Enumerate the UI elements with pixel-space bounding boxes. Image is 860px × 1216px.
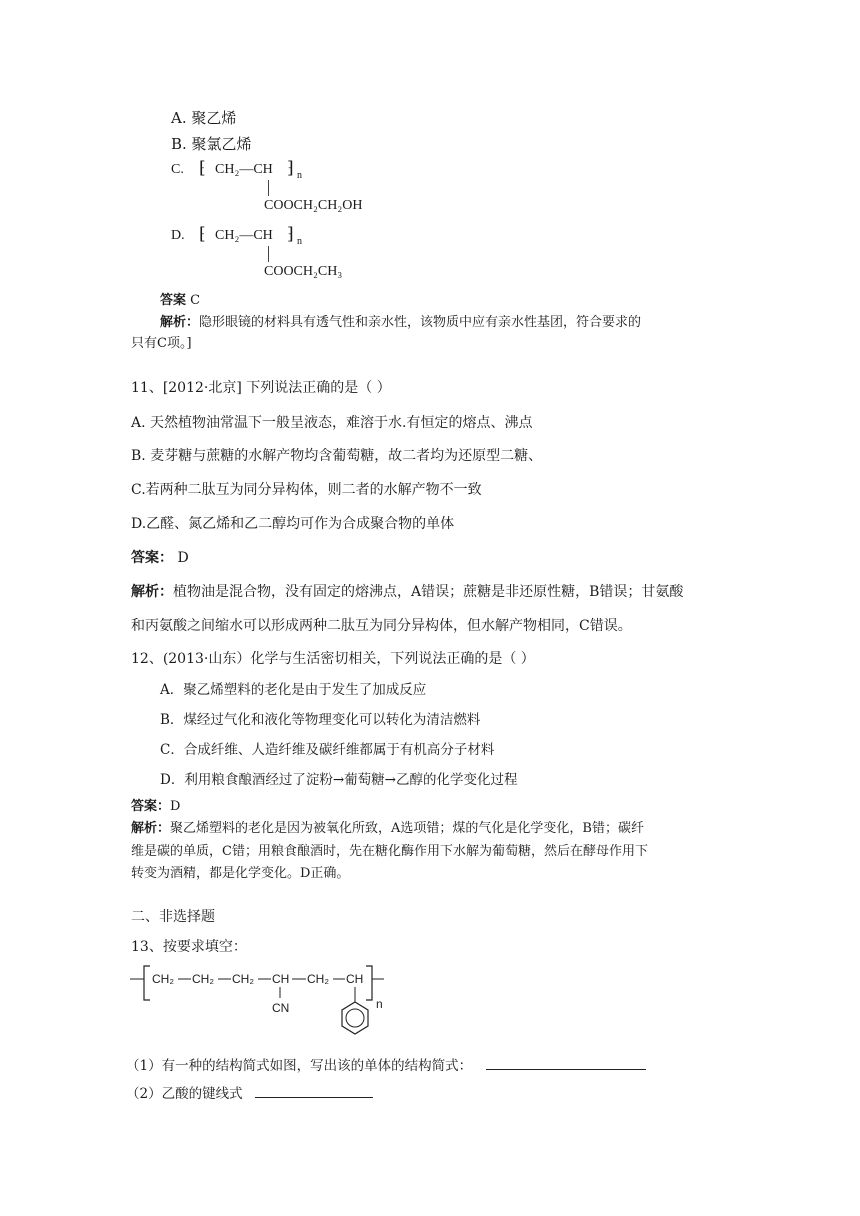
q13-benzene-ring-icon bbox=[342, 1002, 368, 1034]
q10-answer-value: C bbox=[190, 293, 201, 308]
q12-analysis-line3: 转变为酒精，都是化学变化。D正确。 bbox=[131, 866, 350, 881]
q10-option-c-label: C. bbox=[171, 162, 184, 177]
q13-cn: CN bbox=[272, 1001, 290, 1015]
q10-option-d-label: D. bbox=[171, 228, 185, 243]
q10-option-c-bracket-left: ⁅ bbox=[199, 158, 206, 177]
q11-analysis-line2: 和丙氨酸之间缩水可以形成两种二肽互为同分异构体，但水解产物相同，C错误。 bbox=[131, 618, 632, 634]
q10-option-c-bond bbox=[268, 180, 269, 196]
q13-ch2-2: CH₂ bbox=[192, 972, 214, 986]
q10-analysis-line1: 解析：隐形眼镜的材料具有透气性和亲水性，该物质中应有亲水性基团，符合要求的 bbox=[160, 315, 642, 330]
q12-analysis-line2: 维是碳的单质，C错；用粮食酿酒时，先在糖化酶作用下水解为葡萄糖，然后在酵母作用下 bbox=[131, 844, 648, 859]
q11-analysis-line1: 解析：植物油是混合物，没有固定的熔沸点，A错误；蔗糖是非还原性糖，B错误；甘氨酸 bbox=[131, 584, 684, 600]
q11-option-a: A. 天然植物油常温下一般呈液态，难溶于水.有恒定的熔点、沸点 bbox=[131, 415, 533, 431]
q10-analysis-line2: 只有C项。] bbox=[131, 336, 192, 351]
q13-part1: （1）有一种的结构简式如图，写出该的单体的结构简式： bbox=[126, 1054, 646, 1074]
q13-ch2-3: CH₂ bbox=[232, 972, 254, 986]
q12-option-c: C．合成纤维、人造纤维及碳纤维都属于有机高分子材料 bbox=[160, 742, 495, 758]
q11-answer bbox=[131, 547, 189, 567]
q10-option-c-bracket-right: ⁆ bbox=[287, 158, 294, 177]
q11-stem: 11、[2012·北京] 下列说法正确的是（ ） bbox=[131, 380, 391, 396]
q10-option-d-chain: CH₂—CH bbox=[215, 228, 273, 243]
q11-option-c: C.若两种二肽互为同分异构体，则二者的水解产物不一致 bbox=[131, 482, 482, 498]
q12-analysis-label: 解析： bbox=[131, 821, 171, 836]
q10-answer bbox=[160, 289, 200, 308]
q13-part2-answer-blank[interactable] bbox=[255, 1083, 373, 1098]
q13-ch2-1: CH₂ bbox=[152, 972, 174, 986]
q10-option-b: B. 聚氯乙烯 bbox=[171, 135, 252, 153]
q13-ch-2: CH bbox=[346, 972, 364, 986]
q13-ch-1: CH bbox=[272, 972, 290, 986]
q12-option-d: D．利用粮食酿酒经过了淀粉→葡萄糖→乙醇的化学变化过程 bbox=[160, 772, 518, 788]
q11-option-d: D.乙醛、氮乙烯和乙二醇均可作为合成聚合物的单体 bbox=[131, 516, 455, 532]
q12-stem: 12、(2013·山东）化学与生活密切相关，下列说法正确的是（ ） bbox=[131, 651, 535, 667]
q12-analysis-line1: 解析：聚乙烯塑料的老化是因为被氧化所致，A选项错；煤的气化是化学变化，B错；碳纤 bbox=[131, 821, 644, 836]
q10-option-c-subscript: n bbox=[297, 170, 302, 181]
q13-left-bracket bbox=[144, 966, 150, 1000]
q10-option-d-group: COOCH₂CH₃ bbox=[264, 264, 343, 279]
q12-answer-value: D bbox=[170, 799, 181, 814]
q11-answer-value: D bbox=[177, 550, 189, 566]
section-heading: 二、非选择题 bbox=[131, 909, 215, 925]
q11-option-b: B. 麦芽糖与蔗糖的水解产物均含葡萄糖，故二者均为还原型二糖、 bbox=[131, 448, 543, 464]
q12-answer-label: 答案： bbox=[131, 799, 171, 814]
q10-option-c-chain: CH₂—CH bbox=[215, 162, 273, 177]
q10-option-a: A. 聚乙烯 bbox=[171, 109, 237, 127]
q13-ch2-4: CH₂ bbox=[307, 972, 329, 986]
q10-option-c-group: COOCH₂CH₂OH bbox=[264, 198, 363, 213]
q12-answer bbox=[131, 795, 180, 814]
q10-option-d-bracket-left: ⁅ bbox=[199, 224, 206, 243]
q10-answer-label: 答案 bbox=[160, 293, 187, 308]
q11-answer-label: 答案： bbox=[131, 550, 173, 566]
q13-subscript-n: n bbox=[376, 997, 383, 1011]
q11-analysis-label: 解析： bbox=[131, 584, 173, 600]
q13-part1-answer-blank[interactable] bbox=[486, 1055, 646, 1070]
q13-part2: （2）乙酸的键线式 bbox=[126, 1082, 373, 1102]
q10-option-d-bond bbox=[268, 246, 269, 262]
q12-option-b: B．煤经过气化和液化等物理变化可以转化为清洁燃料 bbox=[160, 712, 481, 728]
q10-analysis-label: 解析： bbox=[160, 315, 200, 330]
q13-right-bracket bbox=[366, 966, 372, 1000]
q13-stem: 13、按要求填空： bbox=[131, 939, 247, 955]
q10-option-d-bracket-right: ⁆ bbox=[287, 224, 294, 243]
q12-option-a: A．聚乙烯塑料的老化是由于发生了加成反应 bbox=[160, 682, 427, 698]
q10-option-d-subscript: n bbox=[297, 236, 302, 247]
